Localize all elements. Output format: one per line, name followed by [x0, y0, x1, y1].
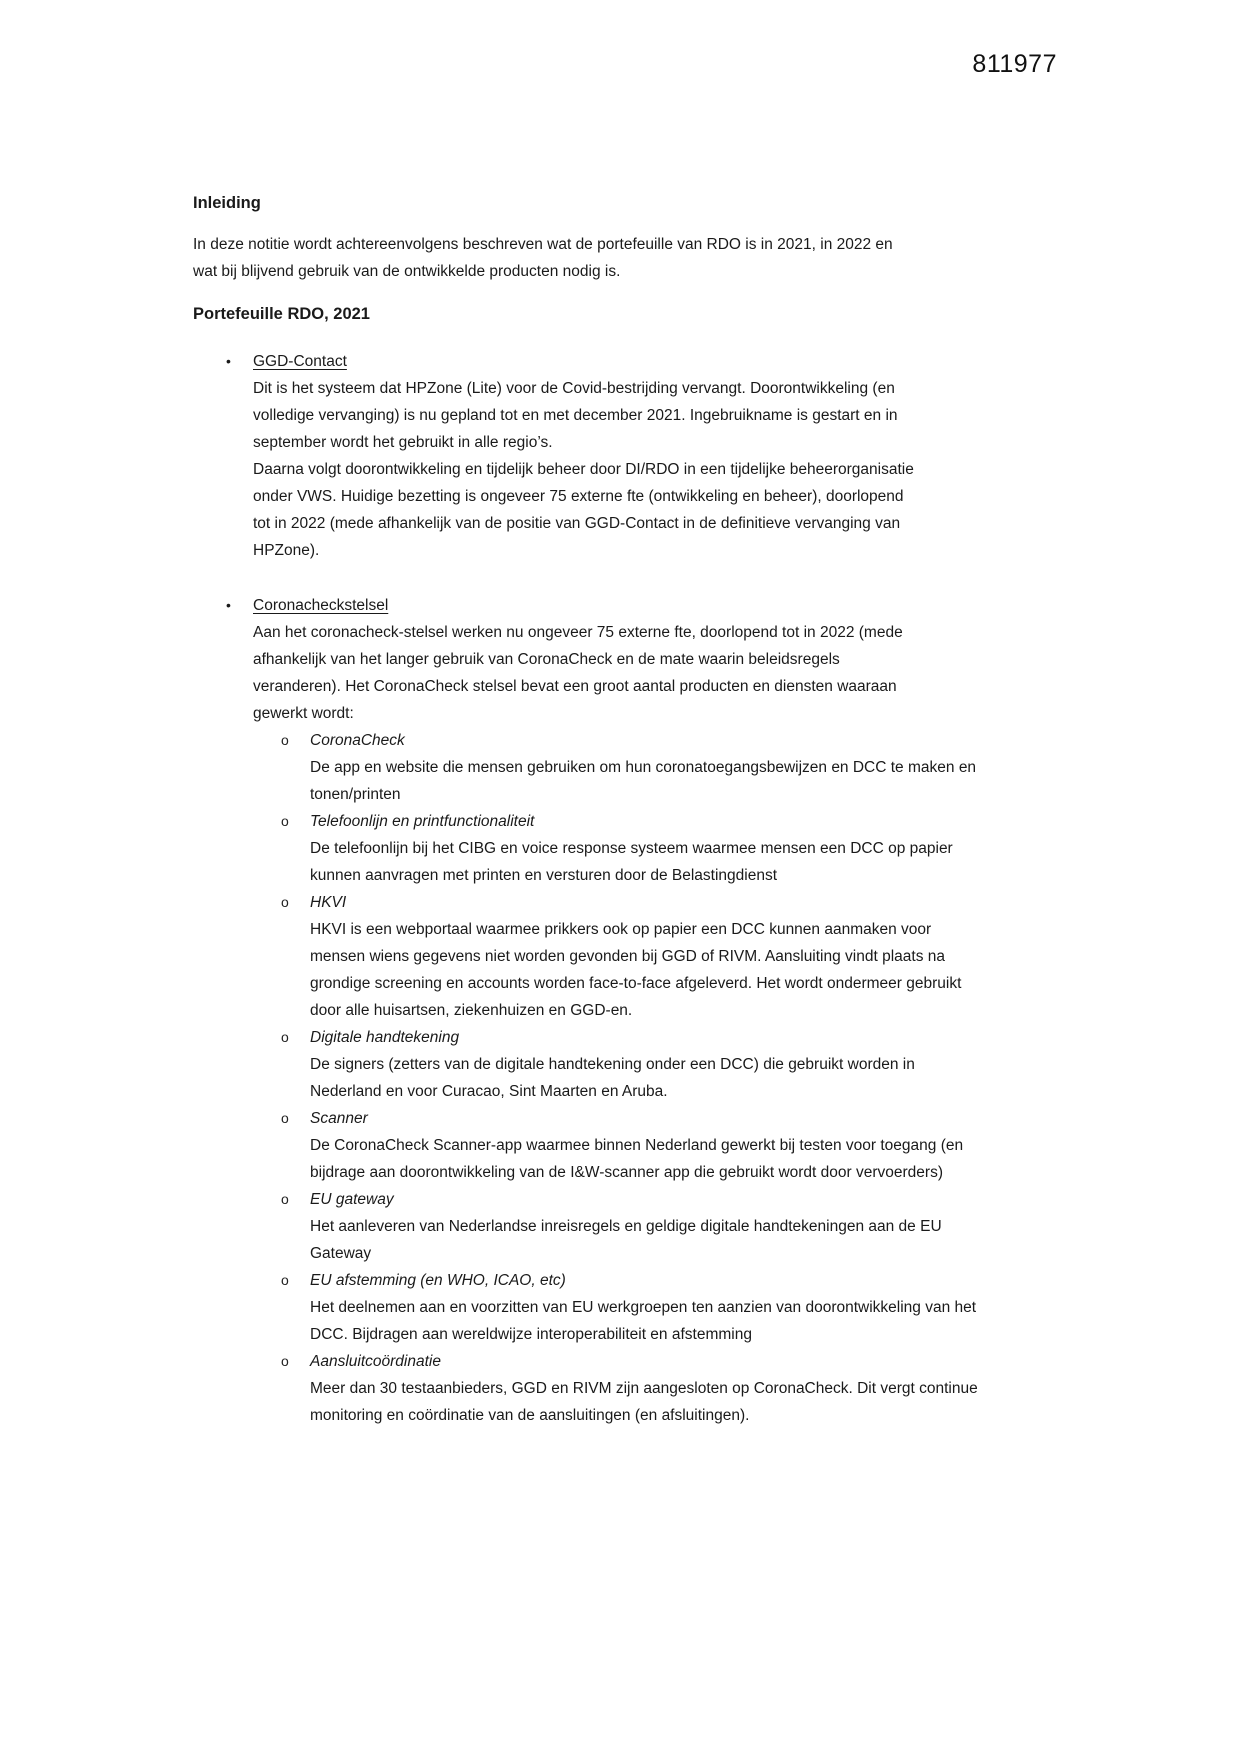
sub-item-title: EU gateway [310, 1191, 394, 1208]
bullet-icon: • [226, 597, 231, 613]
bullet-paragraph: Dit is het systeem dat HPZone (Lite) voor de Covid-bestrijding vervangt. Doorontwikkeling (en volledige vervanging) is nu gepland tot en met december 2021. Ingebruikname is gestart en in september wordt het gebruikt in alle regio’s. [253, 380, 898, 451]
sub-item-aansluitcoordinatie [253, 1348, 978, 1429]
heading-inleiding: Inleiding [193, 194, 261, 212]
sub-bullet-icon: o [281, 1110, 289, 1126]
sub-item-description: Het deelnemen aan en voorzitten van EU werkgroepen ten aanzien van doorontwikkeling van het DCC. Bijdragen aan wereldwijze interoperabiliteit en afstemming [310, 1299, 977, 1343]
portfolio-bullet-list [193, 348, 978, 1429]
sub-item-digitale-handtekening [253, 1024, 923, 1105]
sub-item-title: CoronaCheck [310, 732, 405, 749]
sub-item-title: HKVI [310, 894, 347, 911]
sub-item-title: Telefoonlijn en printfunctionaliteit [310, 813, 535, 830]
sub-item-title: Digitale handtekening [310, 1029, 460, 1046]
sub-item-telefoonlijn [253, 808, 953, 889]
sub-item-description: Meer dan 30 testaanbieders, GGD en RIVM zijn aangesloten op CoronaCheck. Dit vergt continue monitoring en coördinatie van de aansluitingen (en afsluitingen). [310, 1380, 978, 1424]
sub-item-title: Scanner [310, 1110, 368, 1127]
sub-bullet-icon: o [281, 1353, 289, 1369]
bullet-paragraph: Daarna volgt doorontwikkeling en tijdelijk beheer door DI/RDO in een tijdelijke beheerorganisatie onder VWS. Huidige bezetting is ongeveer 75 externe fte (ontwikkeling en beheer), doorlopend tot in 2022 (mede afhankelijk van de positie van GGD-Contact in de definitieve vervanging van HPZone). [253, 461, 914, 559]
bullet-body [253, 348, 923, 564]
bullet-title: Coronacheckstelsel [253, 597, 389, 614]
bullet-body [253, 592, 978, 1429]
sub-item-description: De signers (zetters van de digitale handtekening onder een DCC) die gebruikt worden in Nederland en voor Curacao, Sint Maarten en Aruba. [310, 1056, 915, 1100]
bullet-item-coronacheckstelsel [193, 592, 978, 1429]
sub-item-eu-gateway [253, 1186, 942, 1267]
sub-bullet-icon: o [281, 813, 289, 829]
document-content [193, 190, 978, 1429]
sub-item-description: HKVI is een webportaal waarmee prikkers ook op papier een DCC kunnen aanmaken voor mensen wiens gegevens niet worden gevonden bij GGD of RIVM. Aansluiting vindt plaats na grondige screening en accounts worden face-to-face afgeleverd. Het wordt ondermeer gebruikt door alle huisartsen, ziekenhuizen en GGD-en. [310, 921, 962, 1019]
sub-bullet-icon: o [281, 732, 289, 748]
bullet-item-ggd-contact [193, 348, 923, 564]
sub-item-description: De CoronaCheck Scanner-app waarmee binnen Nederland gewerkt bij testen voor toegang (en bijdrage aan doorontwikkeling van de I&W-scanner app die gebruikt wordt door vervoerders) [310, 1137, 964, 1181]
intro-paragraph: In deze notitie wordt achtereenvolgens beschreven wat de portefeuille van RDO is in 2021, in 2022 en wat bij blijvend gebruik van de ontwikkelde producten nodig is. [193, 236, 893, 280]
bullet-icon: • [226, 353, 231, 369]
sub-bullet-icon: o [281, 894, 289, 910]
sub-item-title: EU afstemming (en WHO, ICAO, etc) [310, 1272, 566, 1289]
sub-bullet-icon: o [281, 1029, 289, 1045]
sub-item-eu-afstemming [253, 1267, 977, 1348]
sub-item-description: Het aanleveren van Nederlandse inreisregels en geldige digitale handtekeningen aan de EU Gateway [310, 1218, 942, 1262]
sub-item-title: Aansluitcoördinatie [310, 1353, 441, 1370]
bullet-title: GGD-Contact [253, 353, 347, 370]
sub-bullet-icon: o [281, 1272, 289, 1288]
sub-item-hkvi [253, 889, 962, 1024]
sub-bullet-icon: o [281, 1191, 289, 1207]
doc-number: 811977 [972, 50, 1057, 78]
sub-item-description: De app en website die mensen gebruiken om hun coronatoegangsbewijzen en DCC te maken en tonen/printen [310, 759, 977, 803]
sub-item-coronacheck [253, 727, 977, 808]
heading-portefeuille: Portefeuille RDO, 2021 [193, 305, 370, 323]
sub-item-description: De telefoonlijn bij het CIBG en voice response systeem waarmee mensen een DCC op papier kunnen aanvragen met printen en versturen door de Belastingdienst [310, 840, 953, 884]
sub-bullet-list [253, 727, 978, 1429]
sub-item-scanner [253, 1105, 964, 1186]
bullet-paragraph: Aan het coronacheck-stelsel werken nu ongeveer 75 externe fte, doorlopend tot in 2022 (mede afhankelijk van het langer gebruik van CoronaCheck en de mate waarin beleidsregels veranderen). Het CoronaCheck stelsel bevat een groot aantal producten en diensten waaraan gewerkt wordt: [253, 624, 903, 722]
